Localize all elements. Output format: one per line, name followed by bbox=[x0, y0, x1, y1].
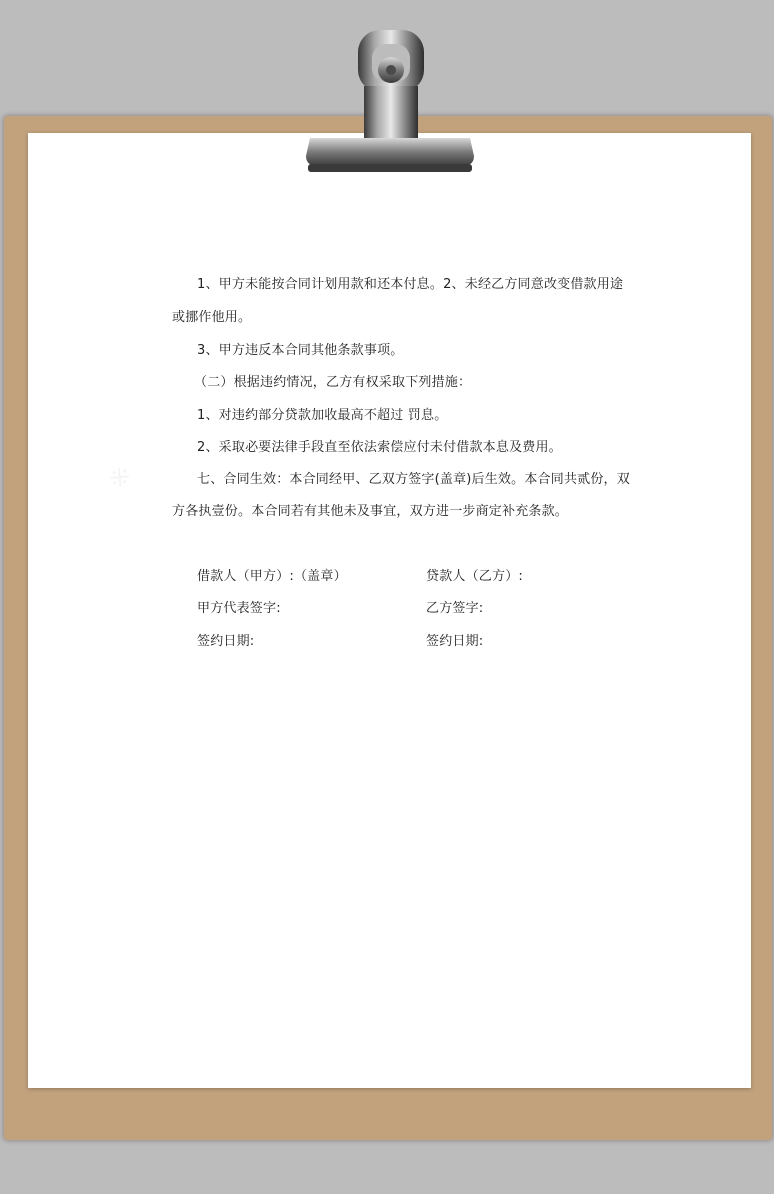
paragraph-line-3: 3、甲方违反本合同其他条款事项。 bbox=[197, 343, 404, 358]
paragraph-line-8: 方各执壹份。本合同若有其他未及事宜，双方进一步商定补充条款。 bbox=[172, 504, 569, 519]
borrower-rep-signature-label: 甲方代表签字: bbox=[197, 601, 281, 616]
sign-date-right-label: 签约日期: bbox=[426, 634, 484, 649]
sign-date-left-label: 签约日期: bbox=[197, 634, 255, 649]
lender-signature-label: 乙方签字: bbox=[426, 601, 484, 616]
borrower-label: 借款人（甲方）:（盖章） bbox=[197, 569, 347, 584]
paragraph-line-5: 1、对违约部分贷款加收最高不超过 罚息。 bbox=[197, 408, 448, 423]
watermark bbox=[101, 460, 137, 497]
paragraph-line-7: 七、合同生效：本合同经甲、乙双方签字(盖章)后生效。本合同共贰份，双 bbox=[197, 472, 630, 487]
paragraph-line-1: 1、甲方未能按合同计划用款和还本付息。2、未经乙方同意改变借款用途 bbox=[197, 277, 624, 292]
paragraph-line-4: （二）根据违约情况，乙方有权采取下列措施： bbox=[194, 375, 472, 390]
paragraph-line-6: 2、采取必要法律手段直至依法索偿应付未付借款本息及费用。 bbox=[197, 440, 562, 455]
lender-label: 贷款人（乙方）: bbox=[426, 569, 523, 584]
binder-clip-icon bbox=[300, 28, 480, 178]
paragraph-line-2: 或挪作他用。 bbox=[172, 310, 252, 325]
